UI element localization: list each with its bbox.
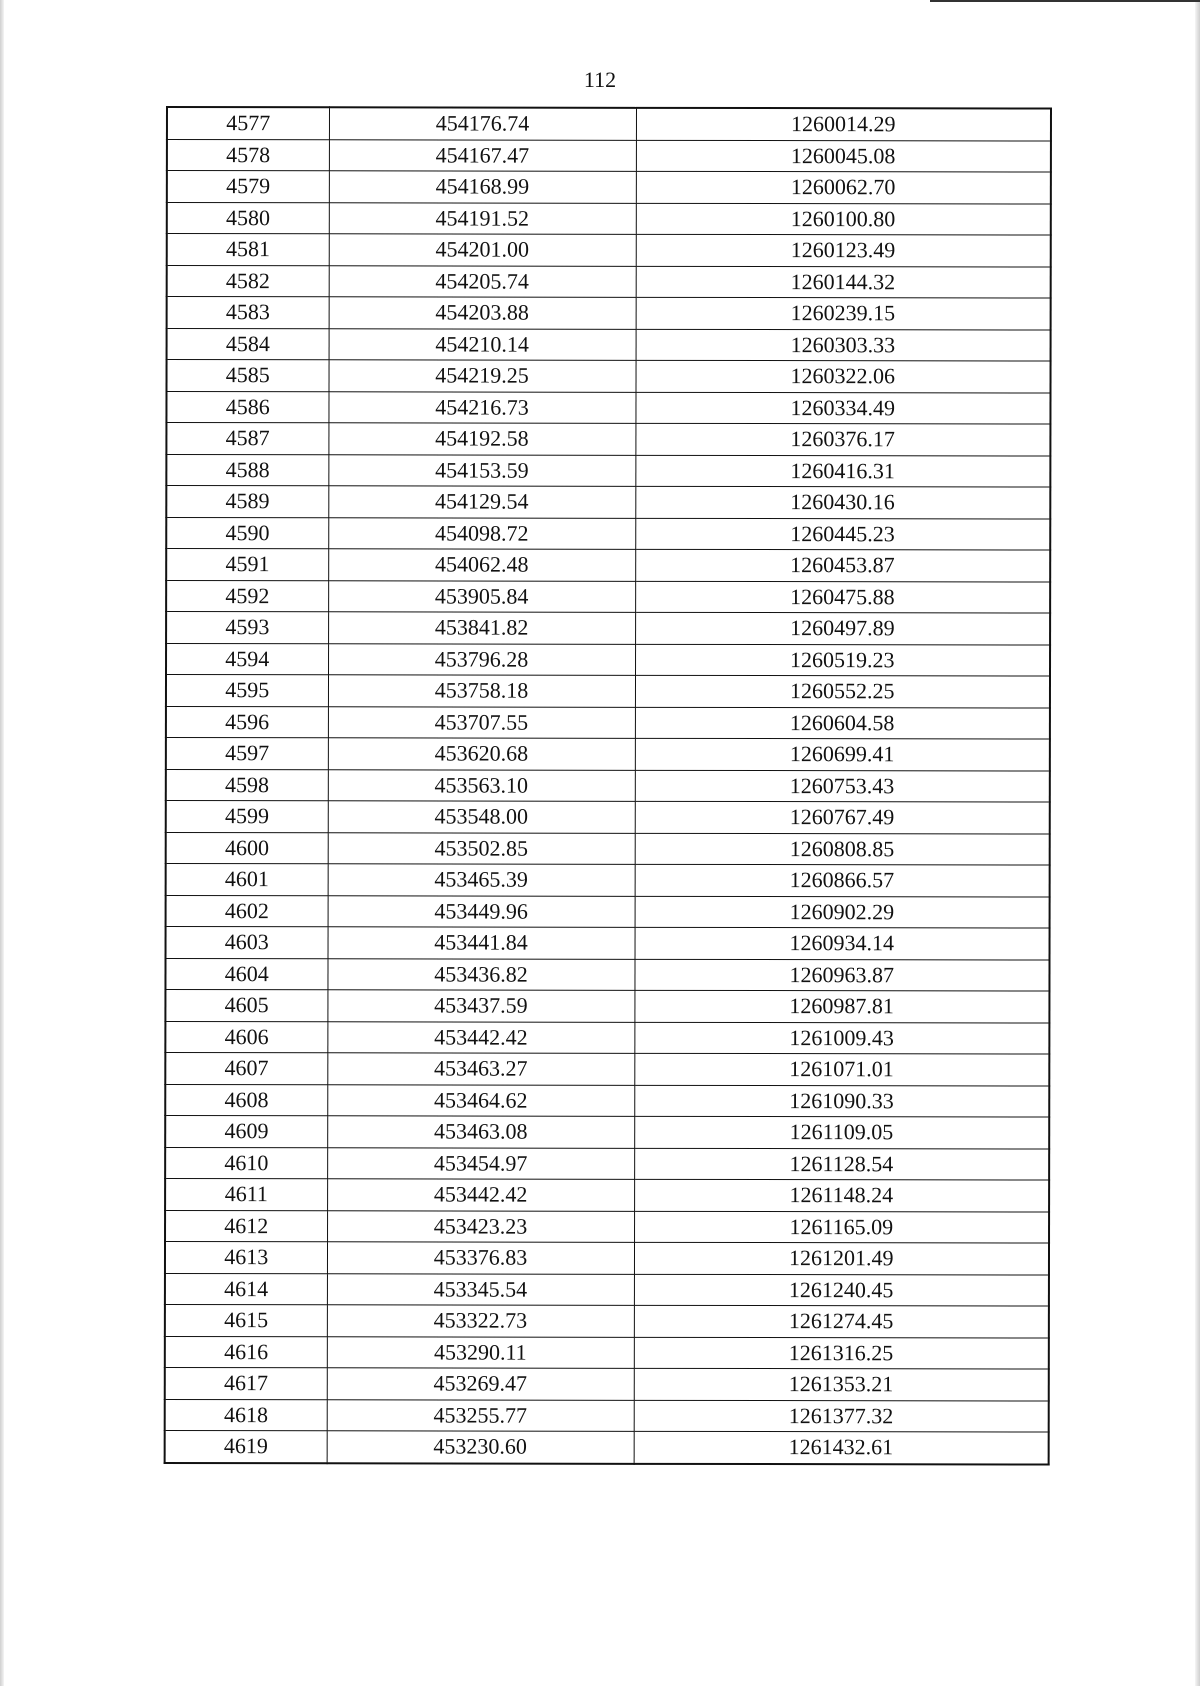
- point-id-cell: 4610: [165, 1147, 327, 1179]
- y-coordinate-cell: 1260475.88: [635, 581, 1050, 613]
- point-id-cell: 4614: [165, 1273, 327, 1305]
- point-id-cell: 4581: [167, 234, 329, 266]
- y-coordinate-cell: 1261353.21: [634, 1368, 1049, 1400]
- x-coordinate-cell: 453423.23: [327, 1210, 634, 1242]
- point-id-cell: 4589: [166, 486, 328, 518]
- point-id-cell: 4601: [166, 864, 328, 896]
- table-row: [165, 1336, 1049, 1369]
- table-row: [167, 360, 1051, 393]
- table-row: [166, 738, 1050, 771]
- table-row: [166, 486, 1050, 519]
- point-id-cell: 4591: [166, 549, 328, 581]
- y-coordinate-cell: 1260322.06: [636, 360, 1051, 392]
- point-id-cell: 4596: [166, 706, 328, 738]
- x-coordinate-cell: 453437.59: [327, 990, 634, 1022]
- y-coordinate-cell: 1260123.49: [636, 234, 1051, 266]
- point-id-cell: 4597: [166, 738, 328, 770]
- x-coordinate-cell: 454176.74: [329, 107, 636, 140]
- table-row: [166, 517, 1050, 550]
- point-id-cell: 4595: [166, 675, 328, 707]
- table-row: [165, 1399, 1049, 1432]
- x-coordinate-cell: 454219.25: [329, 360, 636, 392]
- y-coordinate-cell: 1260144.32: [636, 266, 1051, 298]
- x-coordinate-cell: 453345.54: [327, 1273, 634, 1305]
- point-id-cell: 4619: [165, 1430, 327, 1462]
- point-id-cell: 4605: [165, 990, 327, 1022]
- point-id-cell: 4600: [166, 832, 328, 864]
- y-coordinate-cell: 1260045.08: [636, 140, 1051, 172]
- x-coordinate-cell: 454201.00: [329, 234, 636, 266]
- table-row: [166, 895, 1050, 928]
- point-id-cell: 4612: [165, 1210, 327, 1242]
- x-coordinate-cell: 454216.73: [328, 391, 635, 423]
- x-coordinate-cell: 453548.00: [328, 801, 635, 833]
- point-id-cell: 4592: [166, 580, 328, 612]
- x-coordinate-cell: 453230.60: [327, 1431, 634, 1464]
- coordinate-table-body: [165, 107, 1051, 1464]
- table-row: [166, 612, 1050, 645]
- table-row: [165, 1021, 1049, 1054]
- x-coordinate-cell: 453841.82: [328, 612, 635, 644]
- y-coordinate-cell: 1261316.25: [634, 1337, 1049, 1369]
- table-row: [167, 265, 1051, 298]
- y-coordinate-cell: 1260866.57: [635, 864, 1050, 896]
- table-row: [166, 675, 1050, 708]
- x-coordinate-cell: 453463.27: [327, 1053, 634, 1085]
- table-row: [165, 1304, 1049, 1337]
- y-coordinate-cell: 1260604.58: [635, 707, 1050, 739]
- point-id-cell: 4578: [167, 139, 329, 171]
- table-row: [165, 1084, 1049, 1117]
- table-row: [166, 769, 1050, 802]
- y-coordinate-cell: 1261109.05: [634, 1116, 1049, 1148]
- y-coordinate-cell: 1261148.24: [634, 1179, 1049, 1211]
- table-row: [166, 580, 1050, 613]
- x-coordinate-cell: 453502.85: [328, 832, 635, 864]
- table-row: [166, 643, 1050, 676]
- y-coordinate-cell: 1261377.32: [634, 1400, 1049, 1432]
- y-coordinate-cell: 1260902.29: [635, 896, 1050, 928]
- x-coordinate-cell: 453255.77: [327, 1399, 634, 1431]
- table-row: [165, 1367, 1049, 1400]
- point-id-cell: 4588: [166, 454, 328, 486]
- table-row: [165, 1242, 1049, 1275]
- point-id-cell: 4615: [165, 1304, 327, 1336]
- y-coordinate-cell: 1261240.45: [634, 1274, 1049, 1306]
- table-row: [165, 958, 1049, 991]
- x-coordinate-cell: 453758.18: [328, 675, 635, 707]
- x-coordinate-cell: 453454.97: [327, 1147, 634, 1179]
- table-row: [165, 1273, 1049, 1306]
- point-id-cell: 4593: [166, 612, 328, 644]
- x-coordinate-cell: 453796.28: [328, 643, 635, 675]
- y-coordinate-cell: 1261071.01: [634, 1053, 1049, 1085]
- x-coordinate-cell: 454062.48: [328, 549, 635, 581]
- x-coordinate-cell: 454129.54: [328, 486, 635, 518]
- y-coordinate-cell: 1261128.54: [634, 1148, 1049, 1180]
- x-coordinate-cell: 453563.10: [328, 769, 635, 801]
- point-id-cell: 4577: [167, 107, 329, 139]
- x-coordinate-cell: 454210.14: [329, 328, 636, 360]
- table-row: [166, 549, 1050, 582]
- table-row: [165, 1179, 1049, 1212]
- y-coordinate-cell: 1260334.49: [635, 392, 1050, 424]
- point-id-cell: 4587: [166, 423, 328, 455]
- y-coordinate-cell: 1261090.33: [634, 1085, 1049, 1117]
- table-row: [167, 234, 1051, 267]
- x-coordinate-cell: 453442.42: [327, 1021, 634, 1053]
- point-id-cell: 4611: [165, 1179, 327, 1211]
- point-id-cell: 4582: [167, 265, 329, 297]
- x-coordinate-cell: 454167.47: [329, 139, 636, 171]
- point-id-cell: 4598: [166, 769, 328, 801]
- table-row: [165, 1430, 1049, 1464]
- point-id-cell: 4606: [165, 1021, 327, 1053]
- point-id-cell: 4617: [165, 1367, 327, 1399]
- y-coordinate-cell: 1260699.41: [635, 738, 1050, 770]
- y-coordinate-cell: 1261432.61: [634, 1431, 1049, 1464]
- table-row: [166, 864, 1050, 897]
- y-coordinate-cell: 1261009.43: [634, 1022, 1049, 1054]
- y-coordinate-cell: 1260303.33: [636, 329, 1051, 361]
- y-coordinate-cell: 1260987.81: [634, 990, 1049, 1022]
- x-coordinate-cell: 453449.96: [328, 895, 635, 927]
- x-coordinate-cell: 453436.82: [327, 958, 634, 990]
- scan-edge-right: [1195, 0, 1200, 1686]
- y-coordinate-cell: 1260445.23: [635, 518, 1050, 550]
- table-row: [166, 454, 1050, 487]
- table-row: [165, 1053, 1049, 1086]
- point-id-cell: 4586: [166, 391, 328, 423]
- x-coordinate-cell: 453322.73: [327, 1305, 634, 1337]
- y-coordinate-cell: 1261274.45: [634, 1305, 1049, 1337]
- x-coordinate-cell: 453620.68: [328, 738, 635, 770]
- table-row: [167, 171, 1051, 204]
- scan-edge-left: [0, 0, 4, 1686]
- x-coordinate-cell: 454098.72: [328, 517, 635, 549]
- point-id-cell: 4616: [165, 1336, 327, 1368]
- point-id-cell: 4590: [166, 517, 328, 549]
- y-coordinate-cell: 1260963.87: [634, 959, 1049, 991]
- y-coordinate-cell: 1260376.17: [635, 423, 1050, 455]
- y-coordinate-cell: 1260934.14: [635, 927, 1050, 959]
- y-coordinate-cell: 1260239.15: [636, 297, 1051, 329]
- table-row: [165, 1210, 1049, 1243]
- point-id-cell: 4584: [167, 328, 329, 360]
- x-coordinate-cell: 453442.42: [327, 1179, 634, 1211]
- y-coordinate-cell: 1260453.87: [635, 549, 1050, 581]
- table-row: [167, 139, 1051, 172]
- point-id-cell: 4580: [167, 202, 329, 234]
- point-id-cell: 4613: [165, 1242, 327, 1274]
- y-coordinate-cell: 1260497.89: [635, 612, 1050, 644]
- y-coordinate-cell: 1260014.29: [636, 108, 1051, 141]
- point-id-cell: 4583: [167, 297, 329, 329]
- table-row: [167, 328, 1051, 361]
- x-coordinate-cell: 453463.08: [327, 1116, 634, 1148]
- x-coordinate-cell: 453464.62: [327, 1084, 634, 1116]
- x-coordinate-cell: 454205.74: [329, 265, 636, 297]
- point-id-cell: 4608: [165, 1084, 327, 1116]
- point-id-cell: 4604: [165, 958, 327, 990]
- x-coordinate-cell: 453376.83: [327, 1242, 634, 1274]
- y-coordinate-cell: 1260808.85: [635, 833, 1050, 865]
- table-row: [165, 990, 1049, 1023]
- y-coordinate-cell: 1260767.49: [635, 801, 1050, 833]
- y-coordinate-cell: 1261165.09: [634, 1211, 1049, 1243]
- table-row: [166, 391, 1050, 424]
- x-coordinate-cell: 453269.47: [327, 1368, 634, 1400]
- x-coordinate-cell: 453905.84: [328, 580, 635, 612]
- point-id-cell: 4609: [165, 1116, 327, 1148]
- point-id-cell: 4594: [166, 643, 328, 675]
- x-coordinate-cell: 454203.88: [329, 297, 636, 329]
- x-coordinate-cell: 453290.11: [327, 1336, 634, 1368]
- y-coordinate-cell: 1260100.80: [636, 203, 1051, 235]
- y-coordinate-cell: 1260416.31: [635, 455, 1050, 487]
- scan-top-line: [930, 0, 1200, 2]
- point-id-cell: 4602: [166, 895, 328, 927]
- y-coordinate-cell: 1261201.49: [634, 1242, 1049, 1274]
- table-row: [165, 1116, 1049, 1149]
- table-row: [167, 107, 1051, 141]
- table-row: [167, 297, 1051, 330]
- x-coordinate-cell: 453707.55: [328, 706, 635, 738]
- y-coordinate-cell: 1260753.43: [635, 770, 1050, 802]
- point-id-cell: 4585: [167, 360, 329, 392]
- point-id-cell: 4607: [165, 1053, 327, 1085]
- x-coordinate-cell: 453441.84: [328, 927, 635, 959]
- point-id-cell: 4603: [166, 927, 328, 959]
- point-id-cell: 4599: [166, 801, 328, 833]
- table-row: [166, 832, 1050, 865]
- coordinate-table: [164, 106, 1052, 1465]
- table-row: [167, 202, 1051, 235]
- y-coordinate-cell: 1260519.23: [635, 644, 1050, 676]
- table-row: [166, 927, 1050, 960]
- x-coordinate-cell: 454191.52: [329, 202, 636, 234]
- y-coordinate-cell: 1260062.70: [636, 171, 1051, 203]
- table-row: [166, 706, 1050, 739]
- x-coordinate-cell: 453465.39: [328, 864, 635, 896]
- table-row: [166, 801, 1050, 834]
- point-id-cell: 4618: [165, 1399, 327, 1431]
- point-id-cell: 4579: [167, 171, 329, 203]
- table-row: [165, 1147, 1049, 1180]
- x-coordinate-cell: 454192.58: [328, 423, 635, 455]
- x-coordinate-cell: 454168.99: [329, 171, 636, 203]
- x-coordinate-cell: 454153.59: [328, 454, 635, 486]
- y-coordinate-cell: 1260430.16: [635, 486, 1050, 518]
- page-number: 112: [583, 67, 617, 92]
- table-row: [166, 423, 1050, 456]
- y-coordinate-cell: 1260552.25: [635, 675, 1050, 707]
